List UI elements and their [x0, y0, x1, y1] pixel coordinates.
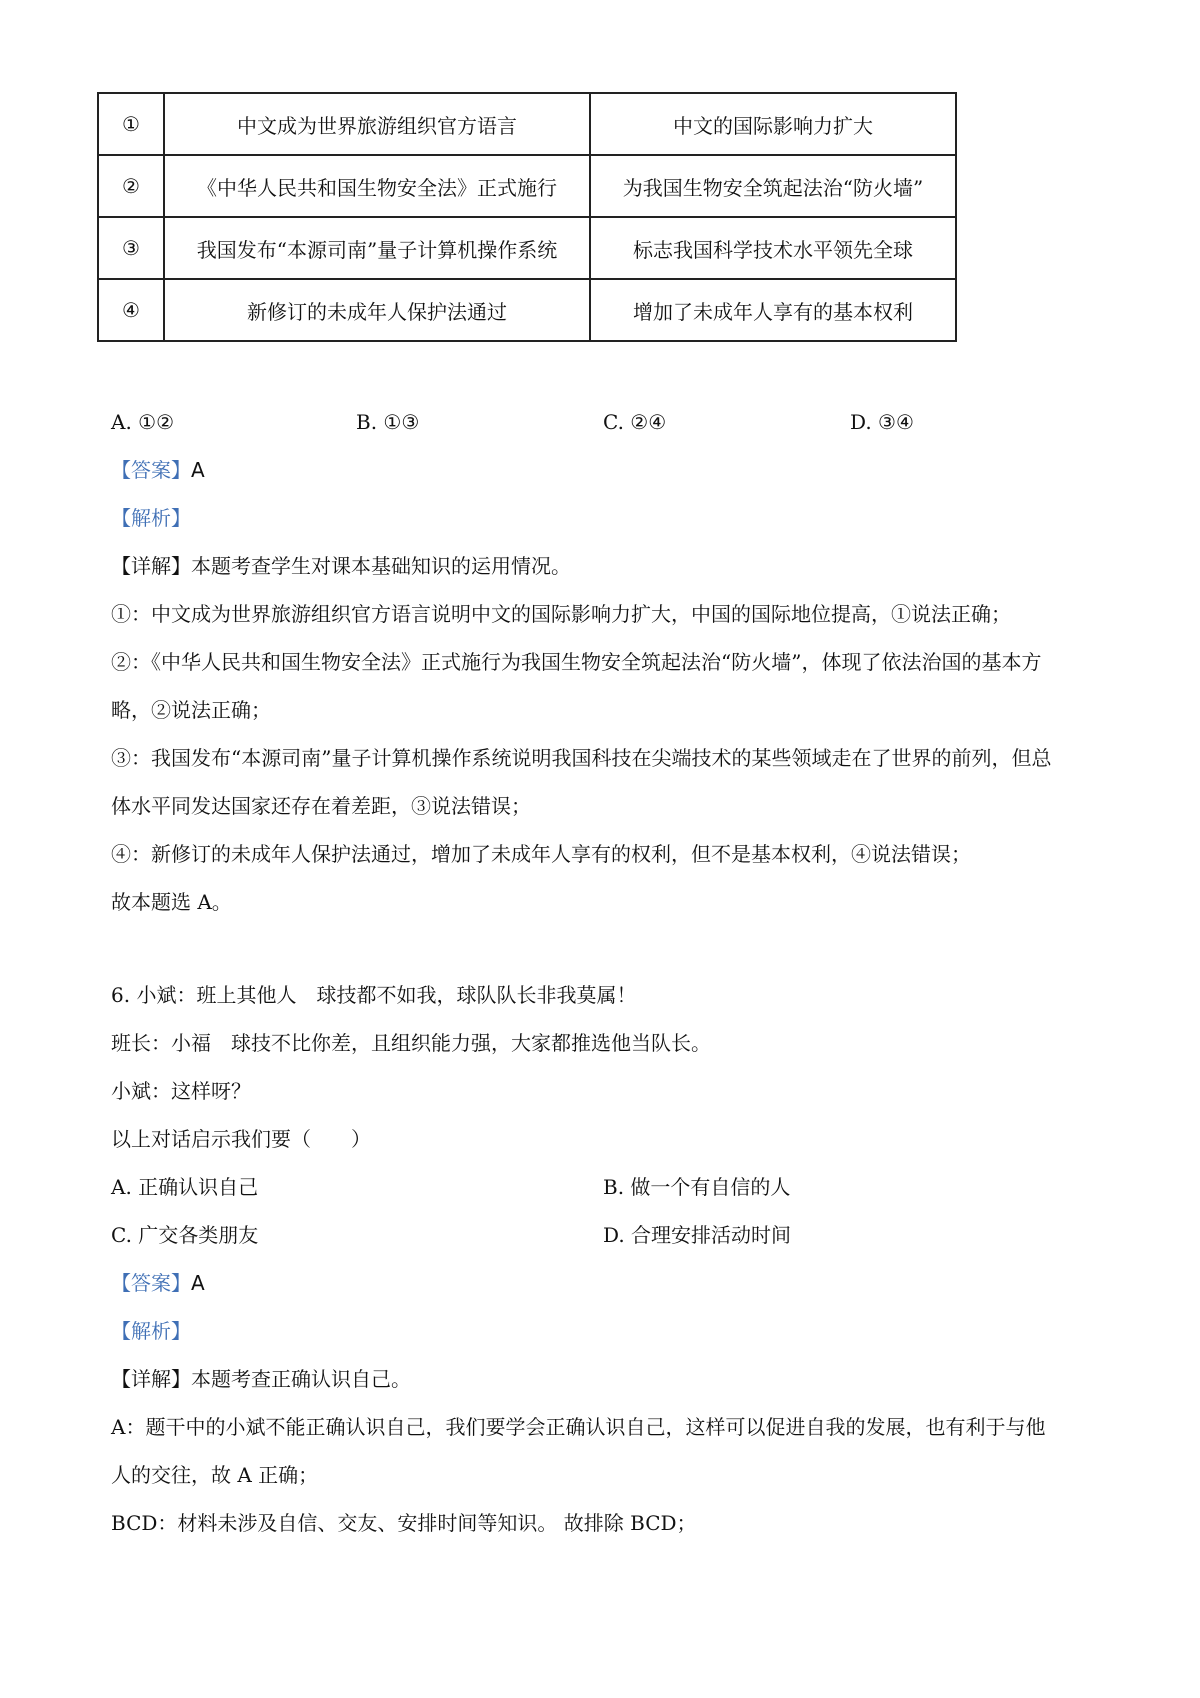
q5-analysis-tag: 【解析】: [111, 506, 191, 530]
q5-conclusion: 故本题选 A。: [111, 890, 232, 914]
meaning-cell: 为我国生物安全筑起法治“防火墙”: [590, 155, 956, 217]
table-row: [98, 93, 956, 155]
answer-tag: 【答案】: [111, 458, 191, 482]
event-cell: 中文成为世界旅游组织官方语言: [164, 93, 590, 155]
q6-stem-line: 班长：小福 球技不比你差，且组织能力强，大家都推选他当队长。: [111, 1031, 711, 1055]
table-row: [98, 217, 956, 279]
answer-tag: 【答案】: [111, 1271, 191, 1295]
q5-option-a: A. ①②: [111, 410, 175, 434]
table-row: [98, 155, 956, 217]
q5-explain-line: ③：我国发布“本源司南”量子计算机操作系统说明我国科技在尖端技术的某些领域走在了世界的前列，但总: [111, 746, 1052, 770]
meaning-cell: 标志我国科学技术水平领先全球: [590, 217, 956, 279]
meaning-cell: 中文的国际影响力扩大: [590, 93, 956, 155]
event-cell: 我国发布“本源司南”量子计算机操作系统: [164, 217, 590, 279]
q6-explain-line: 人的交往，故 A 正确；: [111, 1463, 319, 1487]
q6-stem-line: 6. 小斌：班上其他人 球技都不如我，球队队长非我莫属！: [111, 983, 637, 1007]
row-number: ③: [98, 217, 164, 279]
q6-option-b: B. 做一个有自信的人: [603, 1175, 791, 1199]
answer-value: A: [191, 458, 205, 482]
row-number: ④: [98, 279, 164, 341]
q6-stem-line: 小斌：这样呀？: [111, 1079, 251, 1103]
q5-option-c: C. ②④: [603, 410, 667, 434]
event-cell: 《中华人民共和国生物安全法》正式施行: [164, 155, 590, 217]
q6-analysis-tag: 【解析】: [111, 1319, 191, 1343]
q5-option-d: D. ③④: [850, 410, 914, 434]
q5-explain-line: ④：新修订的未成年人保护法通过，增加了未成年人享有的权利，但不是基本权利，④说法错误；: [111, 842, 971, 866]
q5-explain-line: 体水平同发达国家还存在着差距，③说法错误；: [111, 794, 531, 818]
q5-detail: 【详解】本题考查学生对课本基础知识的运用情况。: [111, 554, 571, 578]
q6-detail: 【详解】本题考查正确认识自己。: [111, 1367, 411, 1391]
q6-explain-line: A：题干中的小斌不能正确认识自己，我们要学会正确认识自己，这样可以促进自我的发展，也有利于与他: [111, 1415, 1046, 1439]
q6-option-d: D. 合理安排活动时间: [603, 1223, 792, 1247]
row-number: ①: [98, 93, 164, 155]
answer-value: A: [191, 1271, 205, 1295]
row-number: ②: [98, 155, 164, 217]
q6-explain-line: BCD：材料未涉及自信、交友、安排时间等知识。 故排除 BCD；: [111, 1511, 697, 1535]
q5-explain-line: ①：中文成为世界旅游组织官方语言说明中文的国际影响力扩大，中国的国际地位提高，①说法正确；: [111, 602, 1011, 626]
q5-option-b: B. ①③: [356, 410, 420, 434]
events-table: [97, 92, 957, 342]
q6-option-c: C. 广交各类朋友: [111, 1223, 259, 1247]
meaning-cell: 增加了未成年人享有的基本权利: [590, 279, 956, 341]
table-row: [98, 279, 956, 341]
event-cell: 新修订的未成年人保护法通过: [164, 279, 590, 341]
q6-option-a: A. 正确认识自己: [111, 1175, 259, 1199]
q6-question: 以上对话启示我们要（ ）: [111, 1127, 371, 1151]
q5-answer: [111, 455, 205, 485]
q5-explain-line: 略，②说法正确；: [111, 698, 271, 722]
q5-explain-line: ②：《中华人民共和国生物安全法》正式施行为我国生物安全筑起法治“防火墙”，体现了依法治国的基本方: [111, 650, 1042, 674]
q6-answer: [111, 1268, 205, 1298]
